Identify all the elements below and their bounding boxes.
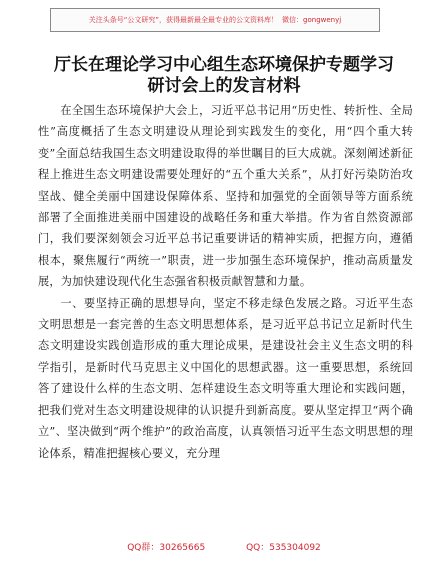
qq-contact-text: QQ：535304092 — [246, 543, 321, 553]
promo-banner — [50, 8, 380, 32]
wechat-id-text: 微信：gongwenyj — [282, 16, 342, 24]
promo-banner-text: 关注头条号“公文研究”，获得最新最全最专业的公文资料库！ — [88, 16, 279, 24]
qq-group-text: QQ群：30265665 — [127, 543, 206, 553]
contact-footer — [0, 540, 448, 553]
document-body — [38, 100, 413, 464]
title-line-2: 研讨会上的发言材料 — [147, 76, 301, 96]
body-paragraph-2: 一、要坚持正确的思想导向，坚定不移走绿色发展之路。习近平生态文明思想是一套完善的生态文明思想体系，是习近平总书记立足新时代生态文明建设实践创造形成的重大理论成果，是建设社会主义生态文明的科学指引，是新时代马克思主义中国化的思想武器。这一重要思想，系统回答了建设什么样的生态文明、怎样建设生态文明等重大理论和实践问题，把我们党对生态文明建设规律的认识提升到新高度。要从坚定捍卫“两个确立”、坚决做到“两个维护”的政治高度，认真领悟习近平生态文明思想的理论体系，精准把握核心要义，充分理 — [38, 296, 413, 460]
title-line-1: 厅长在理论学习中心组生态环境保护专题学习 — [54, 55, 394, 75]
document-title — [0, 55, 448, 97]
body-paragraph-1: 在全国生态环境保护大会上，习近平总书记用“历史性、转折性、全局性”高度概括了生态文明建设从理论到实践发生的变化，用“四个重大转变”全面总结我国生态文明建设取得的举世瞩目的巨大成就。深刻阐述新征程上推进生态文明建设需要处理好的“五个重大关系”，从打好污染防治攻坚战、健全美丽中国建设保障体系、坚持和加强党的全面领导等方面系统部署了全面推进美丽中国建设的战略任务和重大举措。作为省自然资源部门，我们要深刻领会习近平总书记重要讲话的精神实质，把握方向，遵循根本，聚焦履行“两统一”职责，进一步加强生态环境保护，推动高质量发展，为加快建设现代化生态强省积极贡献智慧和力量。 — [38, 104, 413, 289]
